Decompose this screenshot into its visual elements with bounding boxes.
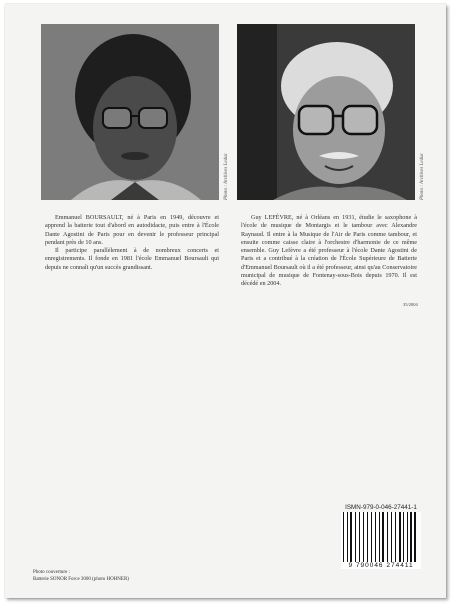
barcode-block	[341, 504, 421, 578]
barcode-bar	[380, 512, 381, 562]
barcode-number: 9 790046 274411	[341, 562, 421, 569]
barcode-bar	[403, 512, 404, 562]
barcode-bar	[350, 512, 352, 562]
barcode-bar	[371, 512, 372, 562]
barcode-bar	[375, 512, 376, 562]
barcode-bar	[377, 512, 378, 562]
barcode-bar	[359, 512, 360, 562]
barcode-bar	[399, 512, 401, 562]
barcode-bar	[343, 512, 344, 562]
barcode-bar	[382, 512, 384, 562]
portrait-photo-right	[237, 24, 415, 200]
edition-code: 35/2004	[403, 302, 418, 307]
cover-photo-credit	[33, 570, 129, 583]
barcode-bar	[385, 512, 386, 562]
barcode-bar	[379, 512, 380, 562]
barcode-bar	[361, 512, 362, 562]
barcode-bar	[349, 512, 350, 562]
barcode-bar	[389, 512, 390, 562]
barcode-bar	[387, 512, 388, 562]
barcode-bar	[410, 512, 411, 562]
barcode-bar	[391, 512, 392, 562]
barcode-bar	[357, 512, 358, 562]
barcode-bar	[355, 512, 356, 562]
barcode-bar	[405, 512, 406, 562]
barcode-bar	[363, 512, 364, 562]
bio-left-paragraph-2: Il participe parallèlement à de nombreux concerts et enregistrements. Il fonde en 1981 l'école Emmanuel Boursault qui depuis ne connaît qu'un succès grandissant.	[45, 247, 219, 271]
portrait-photo-left	[41, 24, 219, 200]
barcode-bar	[414, 512, 416, 562]
barcode-bar	[369, 512, 370, 562]
barcode-bar	[367, 512, 368, 562]
barcode-bar	[413, 512, 414, 562]
ismn-number: ISMN-979-0-046-27441-1	[345, 504, 417, 511]
barcode-bar	[396, 512, 397, 562]
barcode-bar	[365, 512, 367, 562]
cover-credit-line-2: Batterie SONOR Force 3000 (photo HOHNER)	[33, 576, 129, 582]
photo-credit-left: Photo : Archives Leduc	[224, 153, 229, 200]
barcode-bar	[345, 512, 346, 562]
cover-credit-line-1: Photo couverture :	[33, 570, 70, 575]
barcode-bar	[395, 512, 396, 562]
barcode-bar	[409, 512, 410, 562]
barcode-bar	[373, 512, 374, 562]
barcode-bar	[393, 512, 394, 562]
bio-right-paragraph-1: Guy LEFÈVRE, né à Orléans en 1931, étudie le saxophone à l'école de musique de Montargis et le tambour avec Alexandre Raynaud. Il entre à la Musique de l'Air de Paris comme tambour, et ensuite comme caisse claire à l'orchestre d'harmonie de ce même ensemble. Guy Lefèvre a été professeur à l'école Dante Agostini de Paris et a contribué à la création de l'École Supérieure de Batterie d'Emmanuel Boursault où il a été professeur, ainsi qu'au Conservatoire municipal de musique de Fontenay-sous-Bois depuis 1970. Il est décédé en 2004.	[241, 214, 417, 288]
back-cover-page	[5, 4, 446, 598]
barcode-bar	[407, 512, 408, 562]
barcode-bars	[341, 512, 421, 562]
barcode-bar	[417, 512, 418, 562]
bio-emmanuel-boursault	[45, 214, 219, 272]
bio-left-paragraph-1: Emmanuel BOURSAULT, né à Paris en 1949, découvre et apprend la batterie tout d'abord en autodidacte, puis entre à l'École Dante Agostini de Paris pour en devenir le professeur principal pendant près de 10 ans.	[45, 214, 219, 246]
barcode-bar	[347, 512, 348, 562]
barcode-bar	[353, 512, 354, 562]
barcode-bar	[402, 512, 403, 562]
photo-credit-right: Photo : Archives Leduc	[420, 153, 425, 200]
bio-guy-lefevre	[241, 214, 417, 289]
